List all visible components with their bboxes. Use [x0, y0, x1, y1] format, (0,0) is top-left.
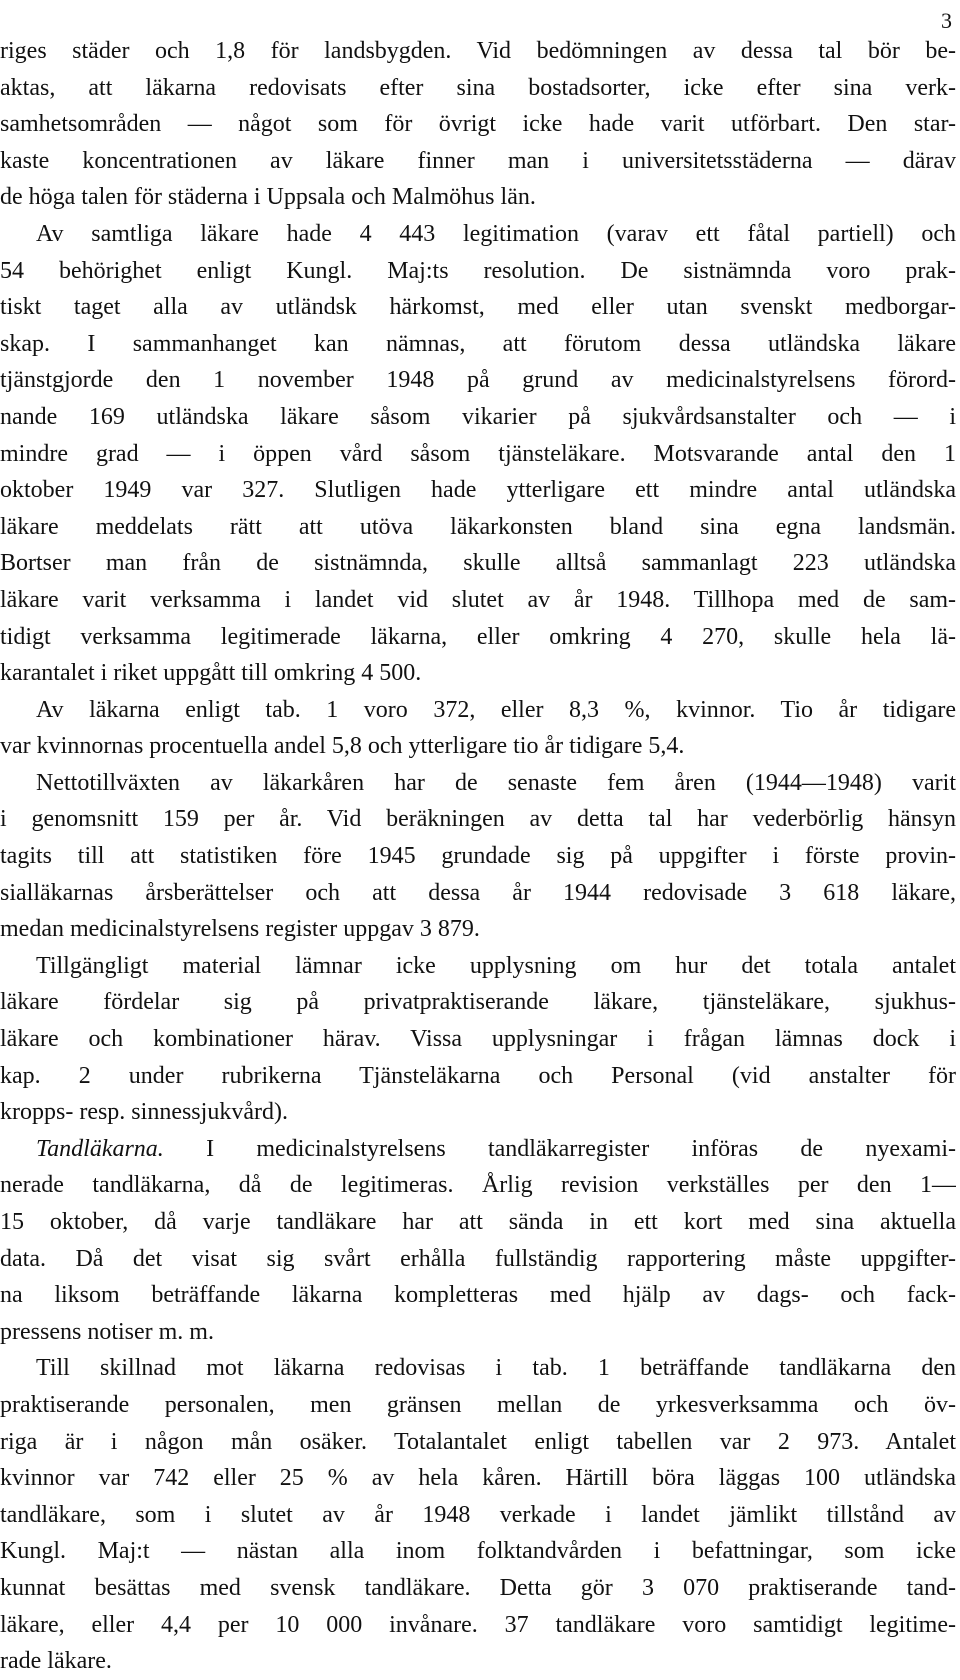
text-line: kap. 2 under rubrikerna Tjänsteläkarna och Personal (vid anstalter för — [0, 1062, 956, 1089]
text-line: sialläkarnas årsberättelser och att dessa år 1944 redovisade 3 618 läkare, — [0, 879, 956, 906]
text-line: tandläkare, som i slutet av år 1948 verkade i landet jämlikt tillstånd av — [0, 1501, 956, 1528]
text-line: Nettotillväxten av läkarkåren har de senaste fem åren (1944—1948) varit — [36, 769, 956, 796]
text-line: de höga talen för städerna i Uppsala och Malmöhus län. — [0, 184, 536, 211]
text-line: pressens notiser m. m. — [0, 1318, 214, 1345]
text-line: var kvinnornas procentuella andel 5,8 och ytterligare tio år tidigare 5,4. — [0, 733, 685, 760]
text-line: läkare och kombinationer härav. Vissa upplysningar i frågan lämnas dock i — [0, 1026, 956, 1053]
text-line — [0, 1131, 956, 1168]
text-line: riges städer och 1,8 för landsbygden. Vid bedömningen av dessa tal bör be- — [0, 38, 956, 64]
section-heading: Tandläkarna. — [36, 1135, 164, 1162]
text-line: Tillgängligt material lämnar icke upplysning om hur det totala antalet — [36, 952, 956, 979]
text-line: läkare, eller 4,4 per 10 000 invånare. 37 tandläkare voro samtidigt legitime- — [0, 1611, 956, 1638]
text-line: 15 oktober, då varje tandläkare har att sända in ett kort med sina aktuella — [0, 1209, 956, 1235]
text-line: kunnat besättas med svensk tandläkare. Detta gör 3 070 praktiserande tand- — [0, 1574, 956, 1601]
text-line: kaste koncentrationen av läkare finner man i universitetsstäderna — därav — [0, 147, 956, 174]
text-line: oktober 1949 var 327. Slutligen hade ytterligare ett mindre antal utländska — [0, 477, 956, 504]
text-line: na liksom beträffande läkarna kompletteras med hjälp av dags- och fack- — [0, 1282, 956, 1309]
text-line: Av läkarna enligt tab. 1 voro 372, eller 8,3 %, kvinnor. Tio år tidigare — [36, 696, 956, 723]
text-line: Av samtliga läkare hade 4 443 legitimation (varav ett fåtal partiell) och — [36, 220, 956, 247]
page-number: 3 — [941, 8, 952, 33]
text-line: samhetsområden — något som för övrigt icke hade varit utförbart. Den star- — [0, 111, 956, 138]
text-line: tagits till att statistiken före 1945 grundade sig på uppgifter i förste provin- — [0, 843, 956, 870]
text-line: läkare fördelar sig på privatpraktiserande läkare, tjänsteläkare, sjukhus- — [0, 989, 956, 1016]
text-line: praktiserande personalen, men gränsen mellan de yrkesverksamma och öv- — [0, 1391, 956, 1418]
text-line: karantalet i riket uppgått till omkring 4 500. — [0, 660, 422, 687]
text-line: Till skillnad mot läkarna redovisas i tab. 1 beträffande tandläkarna den — [36, 1355, 956, 1382]
text-line: i genomsnitt 159 per år. Vid beräkningen av detta tal har vederbörlig hänsyn — [0, 806, 956, 833]
text-line: medan medicinalstyrelsens register uppgav 3 879. — [0, 916, 480, 943]
body-text — [0, 33, 956, 1680]
text-line: aktas, att läkarna redovisats efter sina bostadsorter, icke efter sina verk- — [0, 74, 956, 101]
text-line: riga är i någon mån osäker. Totalantalet enligt tabellen var 2 973. Antalet — [0, 1428, 956, 1455]
text-line: rade läkare. — [0, 1648, 112, 1675]
text-line: skap. I sammanhanget kan nämnas, att förutom dessa utländska läkare — [0, 330, 956, 357]
text-line: kropps- resp. sinnessjukvård). — [0, 1099, 288, 1126]
text-line: nerade tandläkarna, då de legitimeras. Årlig revision verkställes per den 1— — [0, 1172, 956, 1199]
text-line: data. Då det visat sig svårt erhålla fullständig rapportering måste uppgifter- — [0, 1245, 956, 1272]
text-line: kvinnor var 742 eller 25 % av hela kåren. Härtill böra läggas 100 utländska — [0, 1465, 956, 1492]
text-line: tidigt verksamma legitimerade läkarna, eller omkring 4 270, skulle hela lä- — [0, 623, 956, 650]
text-line: Bortser man från de sistnämnda, skulle alltså sammanlagt 223 utländska — [0, 550, 956, 577]
text-line: Kungl. Maj:t — nästan alla inom folktandvården i befattningar, som icke — [0, 1538, 956, 1565]
text-line: tiskt taget alla av utländsk härkomst, med eller utan svenskt medborgar- — [0, 294, 956, 321]
text-line: nande 169 utländska läkare såsom vikarier på sjukvårdsanstalter och — i — [0, 403, 956, 430]
text-line: läkare meddelats rätt att utöva läkarkonsten bland sina egna landsmän. — [0, 513, 956, 540]
text-line: tjänstgjorde den 1 november 1948 på grund av medicinalstyrelsens förord- — [0, 367, 956, 394]
text-line: mindre grad — i öppen vård såsom tjänsteläkare. Motsvarande antal den 1 — [0, 440, 956, 467]
text-line: läkare varit verksamma i landet vid slutet av år 1948. Tillhopa med de sam- — [0, 586, 956, 613]
text-line: 54 behörighet enligt Kungl. Maj:ts resolution. De sistnämnda voro prak- — [0, 257, 956, 284]
text-line-rest: I medicinalstyrelsens tandläkarregister införas de nyexami- — [163, 1135, 956, 1162]
